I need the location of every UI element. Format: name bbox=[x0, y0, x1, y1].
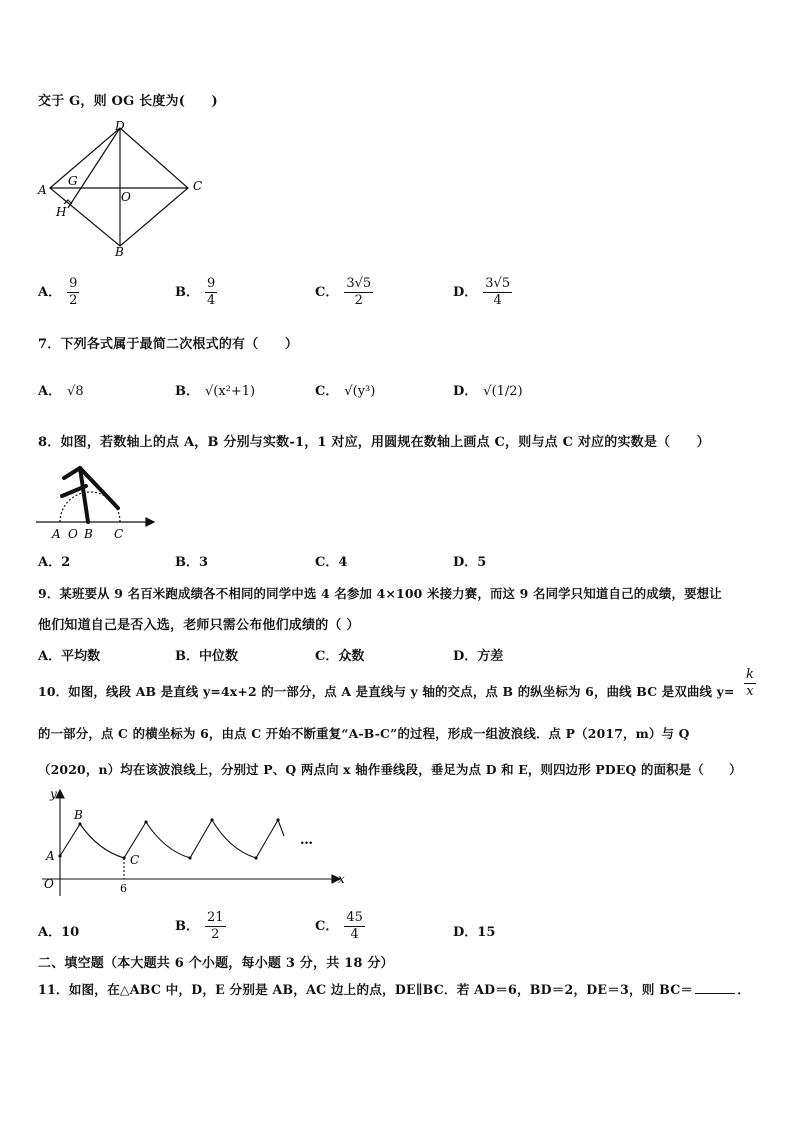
compass-icon bbox=[62, 468, 118, 522]
label-y: y bbox=[50, 787, 57, 801]
q8-number-line-figure bbox=[34, 456, 158, 542]
q10-option-d[interactable]: D．15 bbox=[453, 925, 496, 940]
label-dots: … bbox=[300, 833, 313, 848]
label-o: O bbox=[44, 877, 54, 891]
q7-option-d[interactable]: D． √(1/2) bbox=[453, 384, 523, 399]
q6-rhombus-figure bbox=[30, 118, 220, 260]
label-b: B bbox=[84, 527, 93, 541]
q9-option-c[interactable]: C．众数 bbox=[315, 649, 365, 664]
label-c: C bbox=[193, 179, 203, 193]
line-dh bbox=[68, 128, 120, 208]
q8-option-b[interactable]: B．3 bbox=[175, 555, 209, 570]
number-line-arrow bbox=[146, 518, 154, 526]
q11-answer-blank[interactable] bbox=[695, 993, 735, 994]
label-a: A bbox=[46, 849, 55, 863]
q8-option-a[interactable]: A．2 bbox=[38, 555, 71, 570]
q10-option-c[interactable]: C． $\frac{45}{4}$ bbox=[315, 910, 363, 942]
label-x: x bbox=[338, 872, 345, 886]
q10-wave-figure bbox=[36, 784, 348, 900]
q7-option-b[interactable]: B． √(x²+1) bbox=[175, 384, 256, 399]
label-c: C bbox=[114, 527, 124, 541]
label-b: B bbox=[115, 245, 124, 259]
q10-stem-line3: （2020，n）均在该波浪线上，分别过 P、Q 两点向 x 轴作垂线段，垂足为点 D 和 E，则四边形 PDEQ 的面积是（ ） bbox=[38, 762, 742, 777]
label-h: H bbox=[56, 205, 67, 219]
q9-stem-line1: 9．某班要从 9 名百米跑成绩各不相同的同学中选 4 名参加 4×100 米接力赛，而这 9 名同学只知道自己的成绩，要想让 bbox=[38, 586, 722, 601]
label-d: D bbox=[115, 119, 125, 133]
q11-stem-tail: ． bbox=[737, 982, 751, 997]
q11-stem-text: 11．如图，在△ABC 中，D，E 分别是 AB，AC 边上的点，DE∥BC．若 AD＝6，BD＝2，DE＝3，则 BC＝ bbox=[38, 982, 694, 997]
q10-option-a[interactable]: A．10 bbox=[38, 925, 80, 940]
q10-hyperbola-fraction: k x bbox=[746, 667, 754, 699]
wave-curve bbox=[60, 820, 284, 858]
compass-arc bbox=[60, 492, 120, 522]
q9-option-d[interactable]: D．方差 bbox=[453, 649, 504, 664]
q6-option-d[interactable]: D． $\frac{3√5}{4}$ bbox=[453, 276, 511, 308]
label-six: 6 bbox=[120, 882, 127, 895]
q6-option-c[interactable]: C． $\frac{3√5}{2}$ bbox=[315, 276, 372, 308]
q9-stem-line2: 他们知道自己是否入选，老师只需公布他们成绩的（ ） bbox=[38, 618, 360, 633]
q8-option-d[interactable]: D．5 bbox=[453, 555, 487, 570]
wave-points bbox=[58, 818, 279, 859]
label-o: O bbox=[68, 527, 78, 541]
q6-option-a[interactable]: A． $\frac{9}{2}$ bbox=[38, 276, 78, 308]
q6-option-b[interactable]: B． $\frac{9}{4}$ bbox=[175, 276, 216, 308]
label-a: A bbox=[52, 527, 61, 541]
label-c: C bbox=[130, 853, 140, 867]
q9-option-b[interactable]: B．中位数 bbox=[175, 649, 239, 664]
q11-stem bbox=[38, 979, 750, 998]
q10-stem-line2: 的一部分，点 C 的横坐标为 6，由点 C 开始不断重复“A-B-C”的过程，形成一组波浪线．点 P（2017，m）与 Q bbox=[38, 726, 690, 741]
y-axis-arrow bbox=[56, 790, 64, 798]
q7-option-c[interactable]: C． √(y³) bbox=[315, 384, 376, 399]
q8-option-c[interactable]: C．4 bbox=[315, 555, 348, 570]
label-a: A bbox=[38, 183, 47, 197]
q7-stem: 7．下列各式属于最简二次根式的有（ ） bbox=[38, 337, 299, 352]
q10-stem-line1: 10．如图，线段 AB 是直线 y=4x+2 的一部分，点 A 是直线与 y 轴的交点，点 B 的纵坐标为 6，曲线 BC 是双曲线 y= bbox=[38, 684, 735, 699]
label-b: B bbox=[74, 808, 83, 822]
label-g: G bbox=[68, 174, 78, 188]
q7-option-a[interactable]: A． √8 bbox=[38, 384, 84, 399]
q10-option-b[interactable]: B． $\frac{21}{2}$ bbox=[175, 910, 224, 942]
label-o: O bbox=[121, 190, 131, 204]
q6-stem: 交于 G，则 OG 长度为( ) bbox=[38, 94, 218, 109]
q9-option-a[interactable]: A．平均数 bbox=[38, 649, 101, 664]
q8-stem: 8．如图，若数轴上的点 A，B 分别与实数-1，1 对应，用圆规在数轴上画点 C，则与点 C 对应的实数是（ ） bbox=[38, 435, 710, 450]
section-heading: 二、填空题（本大题共 6 个小题，每小题 3 分，共 18 分） bbox=[38, 956, 394, 971]
